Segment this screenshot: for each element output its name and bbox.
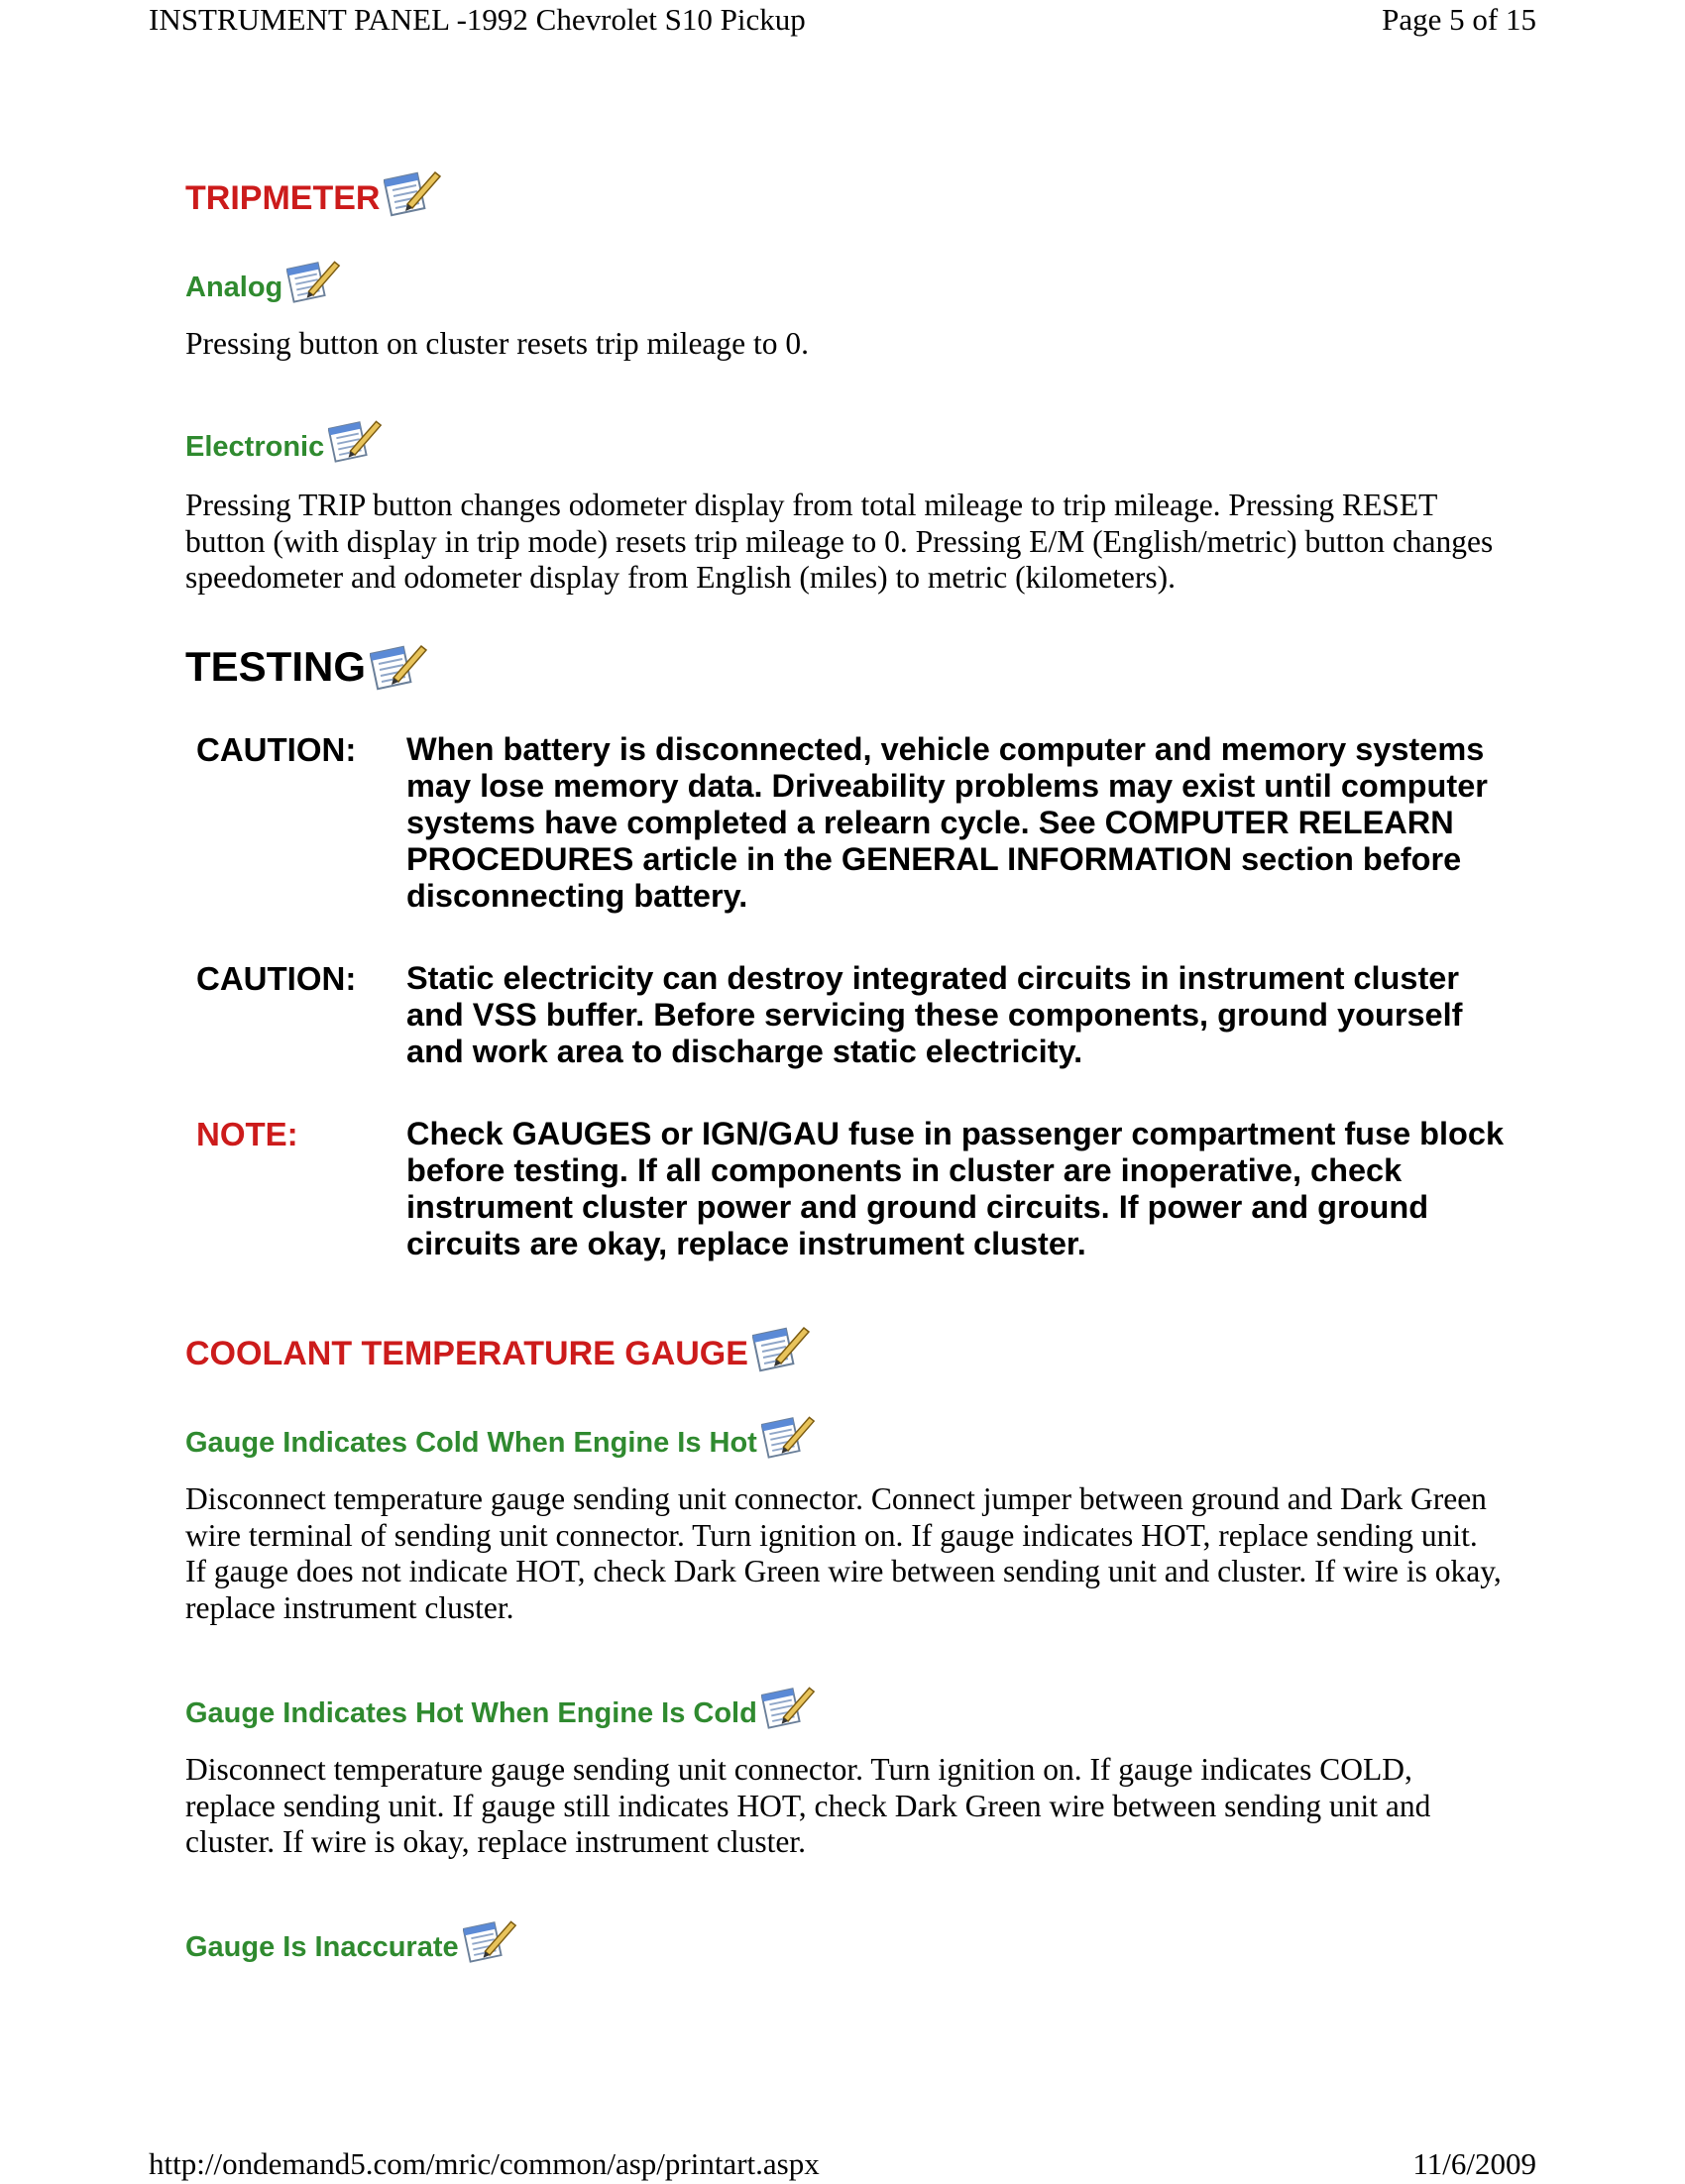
coolant-heading-text: COOLANT TEMPERATURE GAUGE xyxy=(185,1335,748,1372)
footer-url: http://ondemand5.com/mric/common/asp/printart.aspx xyxy=(149,2146,820,2181)
caution-text-2: Static electricity can destroy integrated circuits in instrument cluster and VSS buffer. Before servicing these components, ground yourself and work area to discharge static electricity. xyxy=(406,960,1463,1069)
coolant-heading xyxy=(185,1324,812,1373)
testing-heading xyxy=(185,642,429,692)
analog-paragraph: Pressing button on cluster resets trip mileage to 0. xyxy=(185,326,810,361)
testing-heading-text: TESTING xyxy=(185,643,367,690)
edit-note-icon[interactable] xyxy=(370,642,429,692)
page-number: Page 5 of 15 xyxy=(1382,2,1536,37)
edit-note-icon[interactable] xyxy=(384,168,443,218)
inaccurate-heading xyxy=(185,1917,518,1965)
electronic-heading xyxy=(185,417,384,465)
footer-date: 11/6/2009 xyxy=(1412,2146,1536,2181)
hot-when-cold-paragraph: Disconnect temperature gauge sending unit connector. Turn ignition on. If gauge indicates COLD, replace sending unit. If gauge still indicates HOT, check Dark Green wire between sending unit and cluster. If wire is okay, replace instrument cluster. xyxy=(185,1752,1431,1860)
edit-note-icon[interactable] xyxy=(463,1917,518,1965)
cold-when-hot-heading xyxy=(185,1413,817,1461)
electronic-paragraph: Pressing TRIP button changes odometer display from total mileage to trip mileage. Pressing RESET button (with display in trip mode) resets trip mileage to 0. Pressing E/M (English/metric) button changes speedometer and odometer display from English (miles) to metric (kilometers). xyxy=(185,488,1494,596)
electronic-heading-text: Electronic xyxy=(185,431,325,463)
hot-when-cold-heading xyxy=(185,1684,817,1731)
hot-when-cold-heading-text: Gauge Indicates Hot When Engine Is Cold xyxy=(185,1697,757,1729)
edit-note-icon[interactable] xyxy=(761,1684,817,1731)
caution-label-2: CAUTION: xyxy=(196,960,357,997)
tripmeter-heading xyxy=(185,168,443,218)
edit-note-icon[interactable] xyxy=(752,1324,812,1373)
cold-when-hot-paragraph: Disconnect temperature gauge sending unit connector. Connect jumper between ground and Dark Green wire terminal of sending unit connector. Turn ignition on. If gauge indicates HOT, replace sending unit. If gauge does not indicate HOT, check Dark Green wire between sending unit and cluster. If wire is okay, replace instrument cluster. xyxy=(185,1481,1502,1626)
note-label: NOTE: xyxy=(196,1116,298,1152)
inaccurate-heading-text: Gauge Is Inaccurate xyxy=(185,1931,459,1963)
caution-label-1: CAUTION: xyxy=(196,731,357,768)
note-text: Check GAUGES or IGN/GAU fuse in passenger compartment fuse block before testing. If all components in cluster are inoperative, check instrument cluster power and ground circuits. If power and ground circuits are okay, replace instrument cluster. xyxy=(406,1116,1505,1261)
tripmeter-heading-text: TRIPMETER xyxy=(185,179,381,217)
edit-note-icon[interactable] xyxy=(761,1413,817,1461)
analog-heading-text: Analog xyxy=(185,272,283,303)
edit-note-icon[interactable] xyxy=(328,417,384,465)
edit-note-icon[interactable] xyxy=(286,258,342,305)
caution-text-1: When battery is disconnected, vehicle computer and memory systems may lose memory data. Driveability problems may exist until computer systems have completed a relearn cycle. See COMPUTER RELEARN PROCEDURES article in the GENERAL INFORMATION section before disconnecting battery. xyxy=(406,731,1488,914)
header-title: INSTRUMENT PANEL -1992 Chevrolet S10 Pickup xyxy=(149,2,806,37)
analog-heading xyxy=(185,258,342,305)
cold-when-hot-heading-text: Gauge Indicates Cold When Engine Is Hot xyxy=(185,1427,757,1459)
